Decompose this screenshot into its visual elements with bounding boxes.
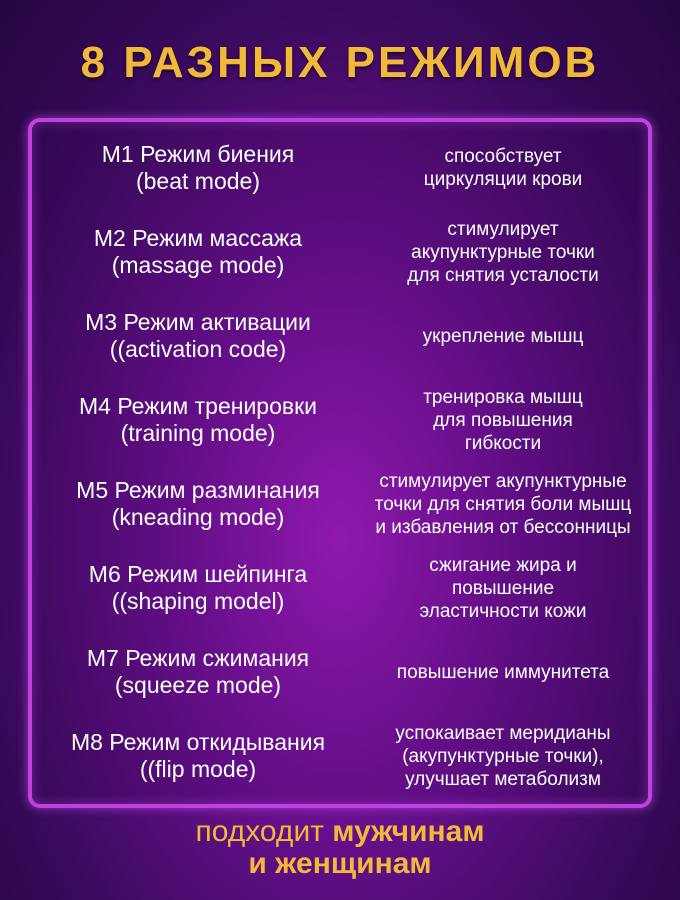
footer-line-1 xyxy=(0,816,680,848)
mode-title: M3 Режим активации xyxy=(85,309,311,335)
desc-line: успокаивает меридианы xyxy=(395,722,611,744)
desc-line: и избавления от бессонницы xyxy=(375,516,631,538)
mode-description xyxy=(346,378,660,462)
mode-english: (beat mode) xyxy=(135,168,260,194)
mode-english: (training mode) xyxy=(120,420,276,446)
mode-name xyxy=(32,378,364,462)
footer-light-text: подходит xyxy=(195,815,333,848)
desc-line: повышение иммунитета xyxy=(396,661,610,683)
mode-english: (kneading mode) xyxy=(111,504,285,530)
desc-line: тренировка мышц xyxy=(423,386,583,408)
page-title: 8 РАЗНЫХ РЕЖИМОВ xyxy=(80,38,600,87)
mode-name xyxy=(32,714,364,798)
mode-name xyxy=(32,630,364,714)
mode-row-m8 xyxy=(32,714,656,798)
mode-english: ((activation code) xyxy=(109,336,287,362)
mode-description xyxy=(346,294,660,378)
desc-line: акупунктурные точки xyxy=(411,241,595,263)
desc-line: укрепление мышц xyxy=(422,325,584,347)
mode-title: M8 Режим откидывания xyxy=(70,729,326,755)
mode-description xyxy=(346,546,660,630)
mode-row-m5 xyxy=(32,462,656,546)
mode-title: M1 Режим биения xyxy=(101,141,295,167)
mode-row-m6 xyxy=(32,546,656,630)
mode-english: (squeeze mode) xyxy=(114,672,282,698)
mode-title: M4 Режим тренировки xyxy=(78,393,318,419)
desc-line: сжигание жира и xyxy=(429,554,577,576)
mode-english: ((shaping model) xyxy=(111,588,285,614)
desc-line: для снятия усталости xyxy=(407,264,599,286)
mode-title: M2 Режим массажа xyxy=(93,225,303,251)
mode-description xyxy=(346,630,660,714)
mode-row-m2 xyxy=(32,210,656,294)
desc-line: гибкости xyxy=(464,432,542,454)
footer-line-2: и женщинам xyxy=(248,847,432,880)
mode-name xyxy=(32,546,364,630)
desc-line: точки для снятия боли мышц xyxy=(374,493,632,515)
desc-line: стимулирует xyxy=(447,218,559,240)
desc-line: (акупунктурные точки), xyxy=(402,745,604,767)
mode-description xyxy=(346,126,660,210)
modes-panel xyxy=(28,118,652,808)
footer-bold-text: мужчинам xyxy=(332,815,485,848)
desc-line: повышение xyxy=(451,577,555,599)
desc-line: улучшает метаболизм xyxy=(405,768,601,790)
mode-description xyxy=(346,210,660,294)
mode-name xyxy=(32,294,364,378)
desc-line: эластичности кожи xyxy=(419,600,587,622)
mode-name xyxy=(32,462,364,546)
mode-english: (massage mode) xyxy=(111,252,285,278)
mode-name xyxy=(32,210,364,294)
mode-title: M5 Режим разминания xyxy=(76,477,320,503)
desc-line: способствует xyxy=(444,146,562,167)
mode-title: M6 Режим шейпинга xyxy=(88,561,308,587)
desc-line: циркуляции крови xyxy=(423,169,583,190)
mode-row-m1 xyxy=(32,126,656,210)
footer-tagline xyxy=(0,816,680,880)
mode-english: ((flip mode) xyxy=(139,756,257,782)
desc-line: стимулирует акупунктурные xyxy=(379,470,627,492)
mode-description xyxy=(346,714,660,798)
mode-row-m3 xyxy=(32,294,656,378)
mode-title: M7 Режим сжимания xyxy=(86,645,310,671)
mode-row-m7 xyxy=(32,630,656,714)
mode-name xyxy=(32,126,364,210)
desc-line: для повышения xyxy=(433,409,573,431)
mode-description xyxy=(346,462,660,546)
mode-row-m4 xyxy=(32,378,656,462)
